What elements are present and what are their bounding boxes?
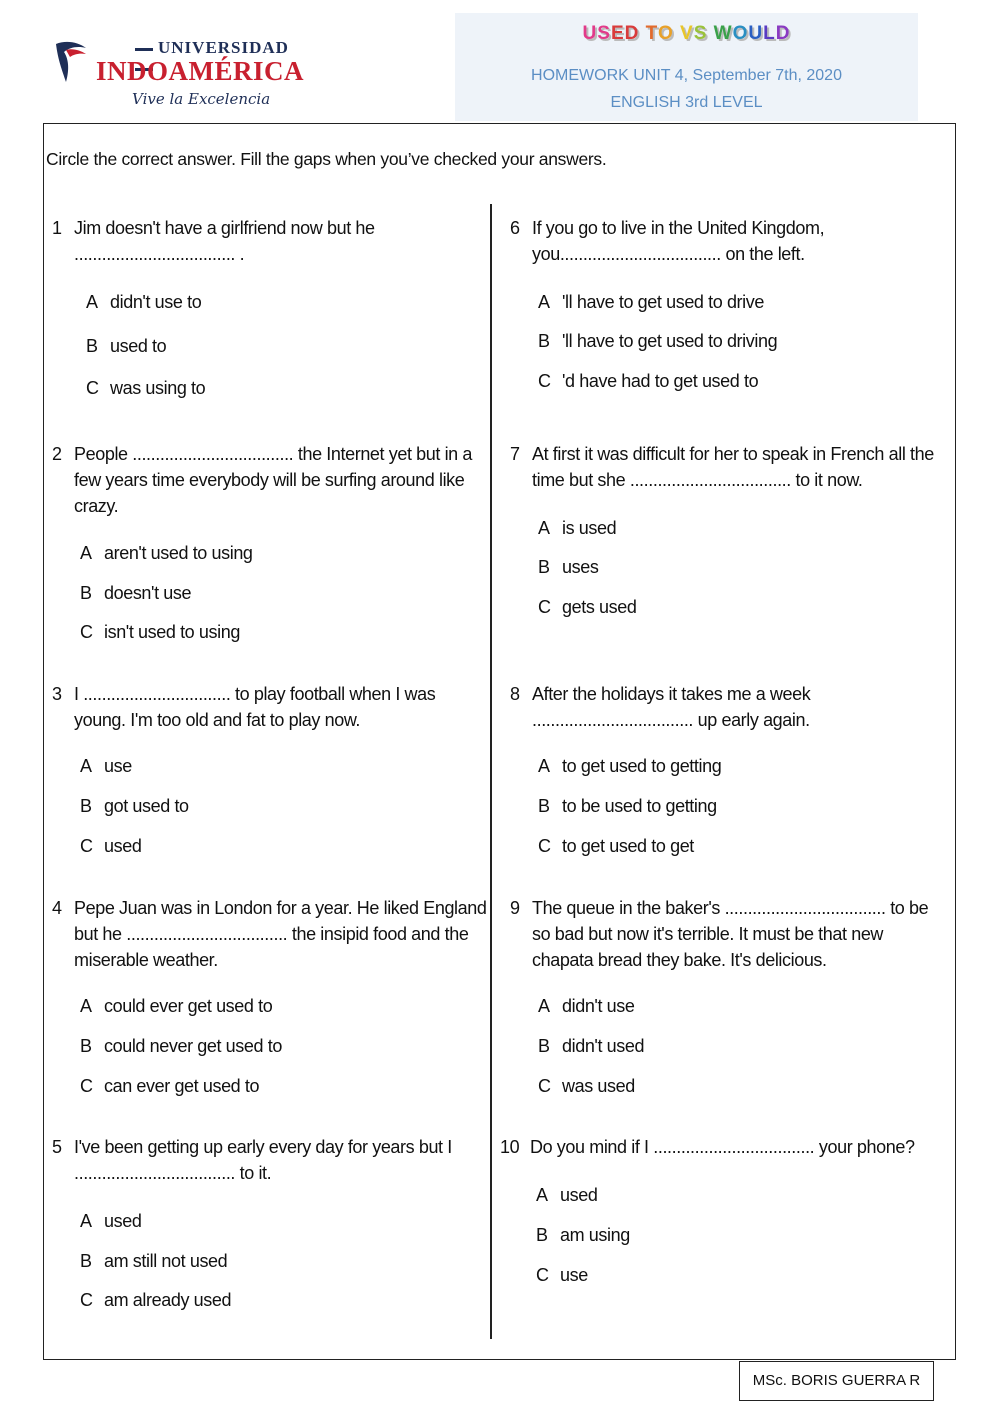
stem-line: so bad but now it's terrible. It must be that new [532,924,884,944]
option-text: was using to [110,378,206,398]
stem-line: Pepe Juan was in London for a year. He liked England [74,898,487,918]
option-letter: A [80,756,92,776]
option-text: can ever get used to [104,1076,260,1096]
question-number: 3 [52,684,62,704]
question-stem [530,1134,915,1160]
level-line: ENGLISH 3rd LEVEL [610,94,763,111]
title-letter: D [624,23,640,44]
question-5-option-b[interactable] [80,1251,227,1272]
option-letter: A [536,1185,548,1205]
title-letter: T [645,23,658,44]
question-10-option-a[interactable] [536,1185,597,1206]
worksheet-title [455,23,918,45]
question-3-option-b[interactable] [80,796,189,817]
question-5-option-c[interactable] [80,1290,231,1311]
title-letter: U [748,23,764,44]
stem-line: The queue in the baker's ................................... to be [532,898,929,918]
option-text: isn't used to using [104,622,240,642]
option-letter: C [536,1265,549,1285]
question-6-option-a[interactable] [538,292,764,313]
option-text: uses [562,557,599,577]
title-letter: O [732,23,749,44]
option-text: to be used to getting [562,796,717,816]
stem-line: ................................... to it. [74,1163,272,1183]
question-stem [74,215,375,267]
question-10-option-c[interactable] [536,1265,588,1286]
university-logo [52,38,302,114]
option-letter: A [80,996,92,1016]
question-1-option-b[interactable] [86,336,166,357]
stem-line: time but she ................................... to it now. [532,470,863,490]
option-letter: A [538,756,550,776]
question-5-option-a[interactable] [80,1211,141,1232]
question-6-option-c[interactable] [538,371,758,392]
logo-line-1: UNIVERSIDAD [130,38,302,78]
option-letter: B [538,1036,550,1056]
title-letter: S [693,23,708,44]
option-text: am using [560,1225,630,1245]
stem-line: I've been getting up early every day for years but I [74,1137,452,1157]
stem-line: ................................... . [74,244,245,264]
question-number: 10 [500,1137,520,1157]
option-letter: B [80,1036,92,1056]
question-7-option-b[interactable] [538,557,598,578]
question-1-option-c[interactable] [86,378,205,399]
question-2-option-b[interactable] [80,583,191,604]
title-letter: O [657,23,674,44]
question-number: 8 [510,684,520,704]
question-6-option-b[interactable] [538,331,777,352]
question-stem [74,441,472,519]
option-text: didn't use to [110,292,202,312]
title-letter: E [610,23,625,44]
option-letter: B [86,336,98,356]
option-letter: B [80,1251,92,1271]
header-box [455,13,918,121]
question-number: 1 [52,218,62,238]
stem-line: few years time everybody will be surfing around like [74,470,465,490]
option-text: got used to [104,796,189,816]
option-text: 'd have had to get used to [562,371,759,391]
option-text: could never get used to [104,1036,282,1056]
option-text: to get used to getting [562,756,722,776]
option-letter: C [538,597,551,617]
option-letter: C [538,836,551,856]
question-stem [532,441,934,493]
option-text: used to [110,336,167,356]
question-9-option-b[interactable] [538,1036,644,1057]
stem-line: After the holidays it takes me a week [532,684,811,704]
question-2-option-c[interactable] [80,622,240,643]
question-9-option-a[interactable] [538,996,635,1017]
option-text: didn't used [562,1036,645,1056]
option-letter: C [538,371,551,391]
option-text: used [104,1211,142,1231]
instruction-text: Circle the correct answer. Fill the gaps when you’ve checked your answers. [46,149,607,169]
question-3-option-a[interactable] [80,756,132,777]
logo-emblem-icon [52,40,92,86]
title-letter: S [597,23,611,44]
option-letter: C [80,622,93,642]
option-letter: A [80,1211,92,1231]
question-number: 7 [510,444,520,464]
option-letter: B [80,583,92,603]
option-letter: C [80,836,93,856]
stem-line: you................................... on the left. [532,244,805,264]
option-text: use [104,756,132,776]
option-letter: A [538,518,550,538]
question-10-option-b[interactable] [536,1225,630,1246]
option-text: aren't used to using [104,543,253,563]
stem-line: At first it was difficult for her to speak in French all the [532,444,934,464]
title-letter: L [763,23,776,44]
option-text: 'll have to get used to drive [562,292,764,312]
option-letter: C [86,378,99,398]
stem-line: Do you mind if I ................................... your phone? [530,1137,915,1157]
title-letter: D [775,23,791,44]
logo-tagline: Vive la Excelencia [132,90,271,108]
question-7-option-a[interactable] [538,518,616,539]
option-letter: A [538,996,550,1016]
option-text: am already used [104,1290,232,1310]
question-7-option-c[interactable] [538,597,636,618]
option-text: am still not used [104,1251,228,1271]
question-4-option-c[interactable] [80,1076,259,1097]
stem-line: ................................... up early again. [532,710,810,730]
title-letter: U [582,23,598,44]
question-stem [532,215,824,267]
option-text: was used [562,1076,635,1096]
option-text: is used [562,518,617,538]
stem-line: young. I'm too old and fat to play now. [74,710,361,730]
stem-line: Jim doesn't have a girlfriend now but he [74,218,375,238]
option-letter: C [80,1076,93,1096]
option-letter: A [538,292,550,312]
question-8-option-c[interactable] [538,836,694,857]
option-text: to get used to get [562,836,694,856]
option-letter: B [80,796,92,816]
option-text: gets used [562,597,637,617]
question-stem [74,681,435,733]
question-3-option-c[interactable] [80,836,141,857]
stem-line: I ................................ to play football when I was [74,684,436,704]
option-letter: A [80,543,92,563]
option-text: didn't use [562,996,635,1016]
question-stem [532,895,928,973]
question-stem [532,681,810,733]
question-2-option-a[interactable] [80,543,253,564]
option-letter: C [80,1290,93,1310]
question-stem [74,1134,452,1186]
option-text: used [104,836,142,856]
option-text: doesn't use [104,583,192,603]
stem-line: chapata bread they bake. It's delicious. [532,950,827,970]
stem-line: crazy. [74,496,119,516]
option-text: could ever get used to [104,996,273,1016]
stem-line: but he ................................... the insipid food and the [74,924,469,944]
option-letter: A [86,292,98,312]
question-number: 6 [510,218,520,238]
stem-line: If you go to live in the United Kingdom, [532,218,825,238]
option-letter: C [538,1076,551,1096]
stem-line: miserable weather. [74,950,218,970]
title-letter: V [680,23,694,44]
question-4-option-b[interactable] [80,1036,282,1057]
option-letter: B [538,796,550,816]
question-number: 4 [52,898,62,918]
question-8-option-b[interactable] [538,796,717,817]
option-letter: B [538,557,550,577]
question-8-option-a[interactable] [538,756,721,777]
question-9-option-c[interactable] [538,1076,635,1097]
teacher-name: MSc. BORIS GUERRA R [739,1361,934,1401]
option-text: 'll have to get used to driving [562,331,778,351]
question-number: 2 [52,444,62,464]
question-number: 9 [510,898,520,918]
title-letter: W [713,23,733,44]
homework-line: HOMEWORK UNIT 4, September 7th, 2020 [531,67,842,84]
option-text: use [560,1265,588,1285]
question-4-option-a[interactable] [80,996,272,1017]
logo-line-2: INDOAMÉRICA [96,56,304,86]
column-divider [490,204,492,1339]
option-letter: B [538,331,550,351]
question-1-option-a[interactable] [86,292,201,313]
question-stem [74,895,487,973]
stem-line: People ................................... the Internet yet but in a [74,444,473,464]
option-letter: B [536,1225,548,1245]
question-number: 5 [52,1137,62,1157]
option-text: used [560,1185,598,1205]
